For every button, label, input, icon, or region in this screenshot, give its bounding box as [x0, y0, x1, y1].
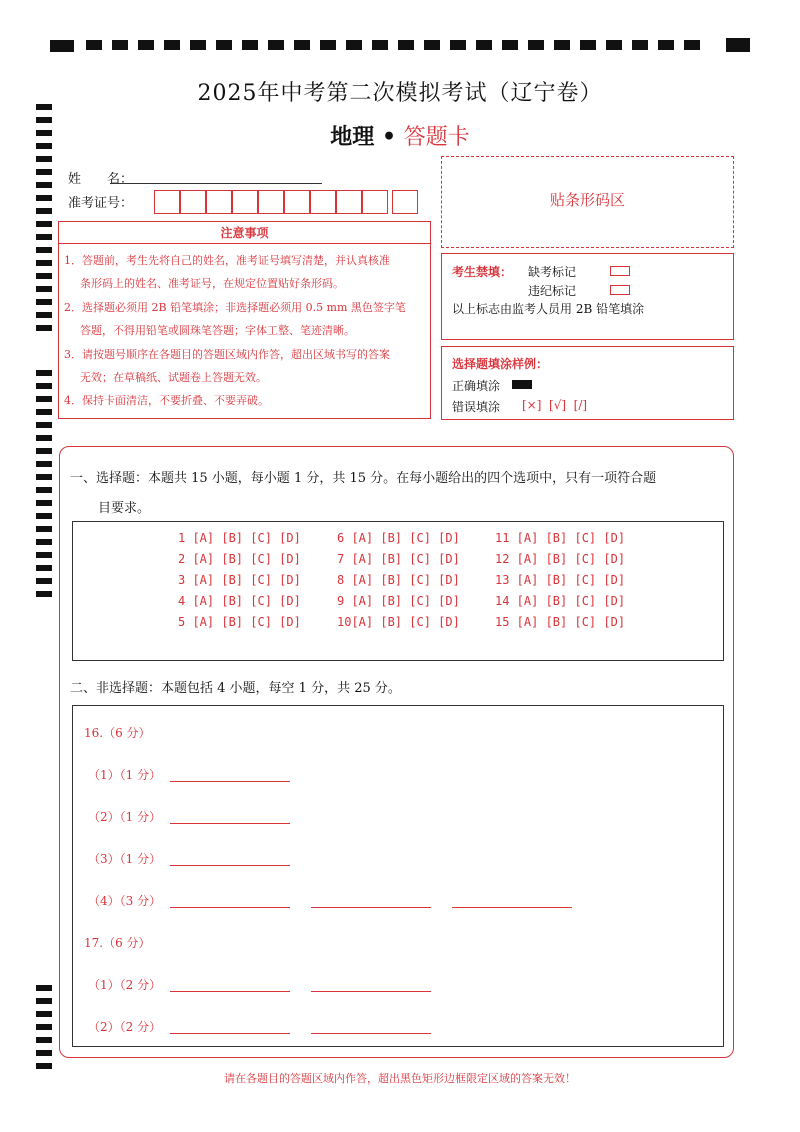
wrong-fill-label: 错误填涂 [452, 400, 501, 414]
q16-item-label: （4）（3 分） [88, 894, 162, 908]
answer-blank[interactable] [170, 781, 290, 782]
id-digit-box[interactable] [310, 190, 336, 214]
q17-item-label: （1）（2 分） [88, 978, 162, 992]
section1-heading-cont: 目要求。 [98, 501, 151, 516]
answer-blank[interactable] [170, 907, 290, 908]
id-digit-box[interactable] [206, 190, 232, 214]
title-dot: • [381, 124, 397, 150]
choice-row[interactable]: 8 [A] [B] [C] [D] [337, 573, 460, 587]
id-digit-box[interactable] [258, 190, 284, 214]
forbidden-note: 以上标志由监考人员用 2B 铅笔填涂 [452, 302, 645, 316]
barcode-area [441, 156, 734, 248]
absent-mark-box[interactable] [610, 266, 630, 276]
choice-row[interactable]: 14 [A] [B] [C] [D] [495, 594, 626, 608]
q16-item-label: （3）（1 分） [88, 852, 162, 866]
choice-row[interactable]: 5 [A] [B] [C] [D] [178, 615, 301, 629]
non-choice-answer-box [72, 705, 724, 1047]
choice-row[interactable]: 9 [A] [B] [C] [D] [337, 594, 460, 608]
id-digit-box[interactable] [362, 190, 388, 214]
subject-name: 地理 [330, 124, 375, 150]
choice-row[interactable]: 13 [A] [B] [C] [D] [495, 573, 626, 587]
choice-row[interactable]: 12 [A] [B] [C] [D] [495, 552, 626, 566]
notice-title-box [58, 221, 431, 244]
choice-row[interactable]: 15 [A] [B] [C] [D] [495, 615, 626, 629]
notice-line: 无效；在草稿纸、试题卷上答题无效。 [80, 371, 267, 384]
notice-panel [58, 221, 431, 419]
violation-label: 违纪标记 [528, 284, 577, 298]
answer-blank[interactable] [170, 823, 290, 824]
correct-fill-label: 正确填涂 [452, 379, 501, 393]
notice-line: 1．答题前，考生先将自己的姓名，准考证号填写清楚，并认真核准 [64, 254, 390, 267]
answer-blank[interactable] [170, 1033, 290, 1034]
notice-line: 2．选择题必须用 2B 铅笔填涂；非选择题必须用 0.5 mm 黑色签字笔 [64, 301, 406, 314]
q17-item-label: （2）（2 分） [88, 1020, 162, 1034]
answer-card-label: 答题卡 [403, 125, 470, 150]
answer-blank[interactable] [311, 907, 431, 908]
name-field[interactable] [110, 183, 322, 184]
absent-label: 缺考标记 [528, 265, 577, 279]
answer-blank[interactable] [452, 907, 572, 908]
forbidden-panel [441, 253, 734, 340]
id-digit-box[interactable] [392, 190, 418, 214]
answer-blank[interactable] [170, 865, 290, 866]
q17-title: 17.（6 分） [84, 936, 151, 950]
choice-row[interactable]: 6 [A] [B] [C] [D] [337, 531, 460, 545]
sample-panel [441, 346, 734, 420]
subject-title [0, 120, 800, 151]
wrong-fill-samples: [×] [√] [/] [522, 398, 588, 412]
sample-title: 选择题填涂样例： [452, 357, 549, 371]
notice-title: 注意事项 [220, 226, 269, 240]
section1-heading: 一、选择题：本题共 15 小题，每小题 1 分，共 15 分。在每小题给出的四个选项中，只有一项符合题 [70, 471, 657, 486]
q16-item-label: （1）（1 分） [88, 768, 162, 782]
id-digit-box[interactable] [336, 190, 362, 214]
answer-blank[interactable] [311, 1033, 431, 1034]
barcode-area-label: 贴条形码区 [549, 191, 625, 209]
id-digit-box[interactable] [284, 190, 310, 214]
choice-row[interactable]: 4 [A] [B] [C] [D] [178, 594, 301, 608]
forbidden-title: 考生禁填： [452, 265, 513, 279]
notice-line: 4．保持卡面清洁，不要折叠、不要弄破。 [64, 394, 269, 407]
id-digit-box[interactable] [232, 190, 258, 214]
violation-mark-box[interactable] [610, 285, 630, 295]
exam-id-label: 准考证号： [68, 196, 134, 211]
answer-blank[interactable] [170, 991, 290, 992]
exam-title: 2025年中考第二次模拟考试（辽宁卷） [197, 81, 603, 106]
q16-title: 16.（6 分） [84, 726, 151, 740]
correct-fill-sample [512, 380, 532, 389]
notice-line: 3．请按题号顺序在各题目的答题区域内作答，超出区域书写的答案 [64, 348, 390, 361]
answer-blank[interactable] [311, 991, 431, 992]
id-digit-box[interactable] [180, 190, 206, 214]
choice-row[interactable]: 2 [A] [B] [C] [D] [178, 552, 301, 566]
notice-line: 答题，不得用铅笔或圆珠笔答题；字体工整、笔迹清晰。 [80, 324, 355, 337]
name-label: 姓 名： [68, 172, 134, 187]
id-digit-box[interactable] [154, 190, 180, 214]
notice-line: 条形码上的姓名、准考证号，在规定位置贴好条形码。 [80, 277, 344, 290]
footer-warning: 请在各题目的答题区域内作答，超出黑色矩形边框限定区域的答案无效！ [224, 1072, 576, 1085]
choice-row[interactable]: 11 [A] [B] [C] [D] [495, 531, 626, 545]
section2-heading: 二、非选择题：本题包括 4 小题，每空 1 分，共 25 分。 [70, 681, 401, 696]
q16-item-label: （2）（1 分） [88, 810, 162, 824]
choice-row[interactable]: 10[A] [B] [C] [D] [337, 615, 460, 629]
choice-row[interactable]: 1 [A] [B] [C] [D] [178, 531, 301, 545]
choice-row[interactable]: 7 [A] [B] [C] [D] [337, 552, 460, 566]
choice-row[interactable]: 3 [A] [B] [C] [D] [178, 573, 301, 587]
